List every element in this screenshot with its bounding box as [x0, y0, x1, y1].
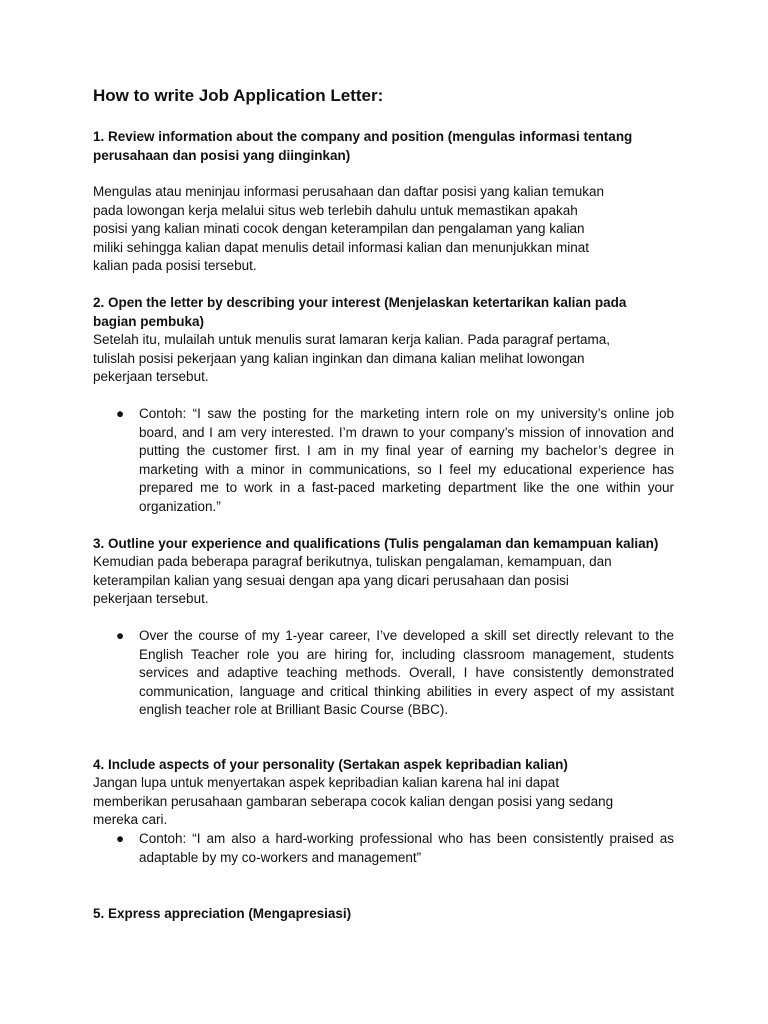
bullet-text: Contoh: “I saw the posting for the marketing intern role on my university’s online job board, and I am very interested. I’m drawn to your company’s mission of innovation and putting the customer first. I am in my final year of earning my bachelor’s degree in marketing with a minor in communications, so I feel my educational experience has prepared me to work in a fast-paced marketing department like the one within your organization.” — [139, 406, 674, 514]
bullet-icon: ● — [116, 406, 125, 421]
body-line: posisi yang kalian minati cocok dengan keterampilan dan pengalaman yang kalian — [93, 221, 585, 236]
body-line: Kemudian pada beberapa paragraf berikutnya, tuliskan pengalaman, kemampuan, dan — [93, 554, 612, 569]
section-2-example-bullet — [116, 405, 674, 516]
section-2-heading — [93, 294, 626, 331]
section-4-body — [93, 774, 613, 830]
section-4-heading — [93, 756, 568, 775]
section-3-heading — [93, 535, 658, 554]
body-line: keterampilan kalian yang sesuai dengan apa yang dicari perusahaan dan posisi — [93, 572, 569, 588]
body-line: Setelah itu, mulailah untuk menulis surat lamaran kerja kalian. Pada paragraf pertama, — [93, 332, 611, 347]
body-line: miliki sehingga kalian dapat menulis detail informasi kalian dan menunjukkan minat — [93, 239, 590, 255]
page-title: How to write Job Application Letter: — [93, 86, 384, 105]
heading-line: 1. Review information about the company and position (mengulas informasi tentang — [93, 129, 633, 144]
body-line: memberikan perusahaan gambaran seberapa cocok kalian dengan posisi yang sedang — [93, 793, 614, 809]
body-line: tulislah posisi pekerjaan yang kalian inginkan dan dimana kalian melihat lowongan — [93, 350, 585, 366]
section-2-body — [93, 331, 610, 387]
heading-line: 5. Express appreciation (Mengapresiasi) — [93, 906, 352, 921]
heading-line: 3. Outline your experience and qualifications (Tulis pengalaman dan kemampuan kalian) — [93, 536, 659, 551]
heading-line: perusahaan dan posisi yang diinginkan) — [93, 147, 351, 163]
body-line: pekerjaan tersebut. — [93, 591, 209, 606]
body-line: Jangan lupa untuk menyertakan aspek kepribadian kalian karena hal ini dapat — [93, 775, 560, 790]
section-1-heading — [93, 128, 632, 165]
bullet-icon: ● — [116, 831, 125, 846]
body-line: Mengulas atau meninjau informasi perusahaan dan daftar posisi yang kalian temukan — [93, 184, 605, 199]
heading-line: 4. Include aspects of your personality (Sertakan aspek kepribadian kalian) — [93, 757, 568, 772]
heading-line: bagian pembuka) — [93, 313, 205, 329]
section-5-heading — [93, 905, 351, 924]
body-line: pekerjaan tersebut. — [93, 369, 209, 384]
section-3-example-bullet — [116, 627, 674, 720]
bullet-text: Over the course of my 1-year career, I’ve developed a skill set directly relevant to the English Teacher role you are hiring for, including classroom management, students services and adaptive teaching methods. Overall, I have consistently demonstrated communication, language and critical thinking abilities in every aspect of my assistant english teacher role at Brilliant Basic Course (BBC). — [139, 628, 674, 717]
body-line: pada lowongan kerja melalui situs web terlebih dahulu untuk memastikan apakah — [93, 202, 578, 218]
section-1-body — [93, 183, 604, 276]
section-4-example-bullet — [116, 830, 674, 867]
body-line: mereka cari. — [93, 812, 168, 827]
section-3-body — [93, 553, 612, 609]
bullet-text: Contoh: “I am also a hard-working professional who has been consistently praised as adaptable by my co-workers and management” — [139, 831, 674, 865]
bullet-icon: ● — [116, 628, 125, 643]
heading-line: 2. Open the letter by describing your interest (Menjelaskan ketertarikan kalian pada — [93, 295, 627, 310]
body-line: kalian pada posisi tersebut. — [93, 258, 257, 273]
